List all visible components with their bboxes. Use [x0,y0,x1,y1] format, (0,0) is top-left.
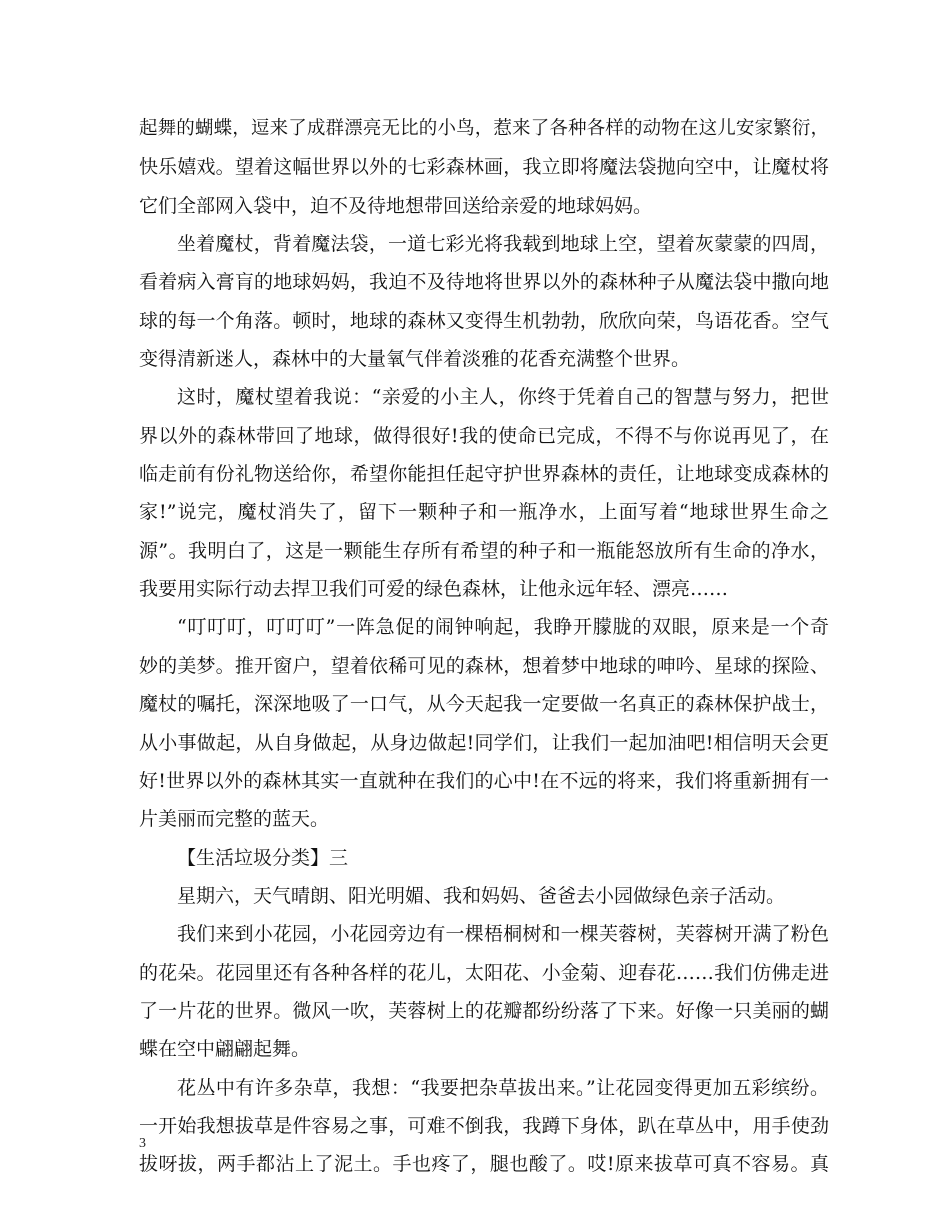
text-line: 变得清新迷人，森林中的大量氧气伴着淡雅的花香充满整个世界。 [139,348,691,371]
text-line: 从小事做起，从自身做起，从身边做起!同学们，让我们一起加油吧!相信明天会更 [139,731,829,754]
text-line: 拔呀拔，两手都沾上了泥土。手也疼了，腿也酸了。哎!原来拔草可真不容易。真 [139,1153,829,1176]
text-line: 我们来到小花园，小花园旁边有一棵梧桐树和一棵芙蓉树，芙蓉树开满了粉色 [177,923,829,946]
text-line: 球的每一个角落。顿时，地球的森林又变得生机勃勃，欣欣向荣，鸟语花香。空气 [139,309,829,332]
text-line: 我要用实际行动去捍卫我们可爱的绿色森林，让他永远年轻、漂亮…… [139,578,729,601]
text-line: 看着病入膏肓的地球妈妈，我迫不及待地将世界以外的森林种子从魔法袋中撒向地 [139,271,829,294]
text-line: 妙的美梦。推开窗户，望着依稀可见的森林，想着梦中地球的呻吟、星球的探险、 [139,654,829,677]
text-line: 了一片花的世界。微风一吹，芙蓉树上的花瓣都纷纷落了下来。好像一只美丽的蝴 [139,999,829,1022]
text-line: 一开始我想拔草是件容易之事，可难不倒我，我蹲下身体，趴在草丛中，用手使劲 [139,1114,829,1137]
text-line: 源”。我明白了，这是一颗能生存所有希望的种子和一瓶能怒放所有生命的净水， [139,539,829,562]
text-line: 片美丽而完整的蓝天。 [139,808,330,831]
text-line: 快乐嬉戏。望着这幅世界以外的七彩森林画，我立即将魔法袋抛向空中，让魔杖将 [139,156,829,179]
text-line: 【生活垃圾分类】三 [177,846,349,869]
text-line: 星期六，天气晴朗、阳光明媚、我和妈妈、爸爸去小园做绿色亲子活动。 [177,884,786,907]
text-line: 这时，魔杖望着我说：“亲爱的小主人，你终于凭着自己的智慧与努力，把世 [177,386,829,409]
page-number: 3 [139,1136,146,1151]
text-line: 好!世界以外的森林其实一直就种在我们的心中!在不远的将来，我们将重新拥有一 [139,769,829,792]
text-line: 它们全部网入袋中，迫不及待地想带回送给亲爱的地球妈妈。 [139,194,653,217]
text-line: 花丛中有许多杂草，我想：“我要把杂草拔出来。”让花园变得更加五彩缤纷。 [177,1076,829,1099]
text-line: 魔杖的嘱托，深深地吸了一口气，从今天起我一定要做一名真正的森林保护战士， [139,693,829,716]
text-line: 坐着魔杖，背着魔法袋，一道七彩光将我载到地球上空，望着灰蒙蒙的四周， [177,233,829,256]
text-line: “叮叮叮，叮叮叮”一阵急促的闹钟响起，我睁开朦胧的双眼，原来是一个奇 [177,616,829,639]
text-line: 家!”说完，魔杖消失了，留下一颗种子和一瓶净水，上面写着“地球世界生命之 [139,501,829,524]
body-text [139,113,829,1187]
text-line: 的花朵。花园里还有各种各样的花儿，太阳花、小金菊、迎春花……我们仿佛走进 [139,961,829,984]
text-line: 蝶在空中翩翩起舞。 [139,1038,311,1061]
text-line: 临走前有份礼物送给你，希望你能担任起守护世界森林的责任，让地球变成森林的 [139,463,829,486]
text-line: 界以外的森林带回了地球，做得很好!我的使命已完成，不得不与你说再见了，在 [139,424,829,447]
text-line: 起舞的蝴蝶，逗来了成群漂亮无比的小鸟，惹来了各种各样的动物在这儿安家繁衍， [139,118,829,139]
